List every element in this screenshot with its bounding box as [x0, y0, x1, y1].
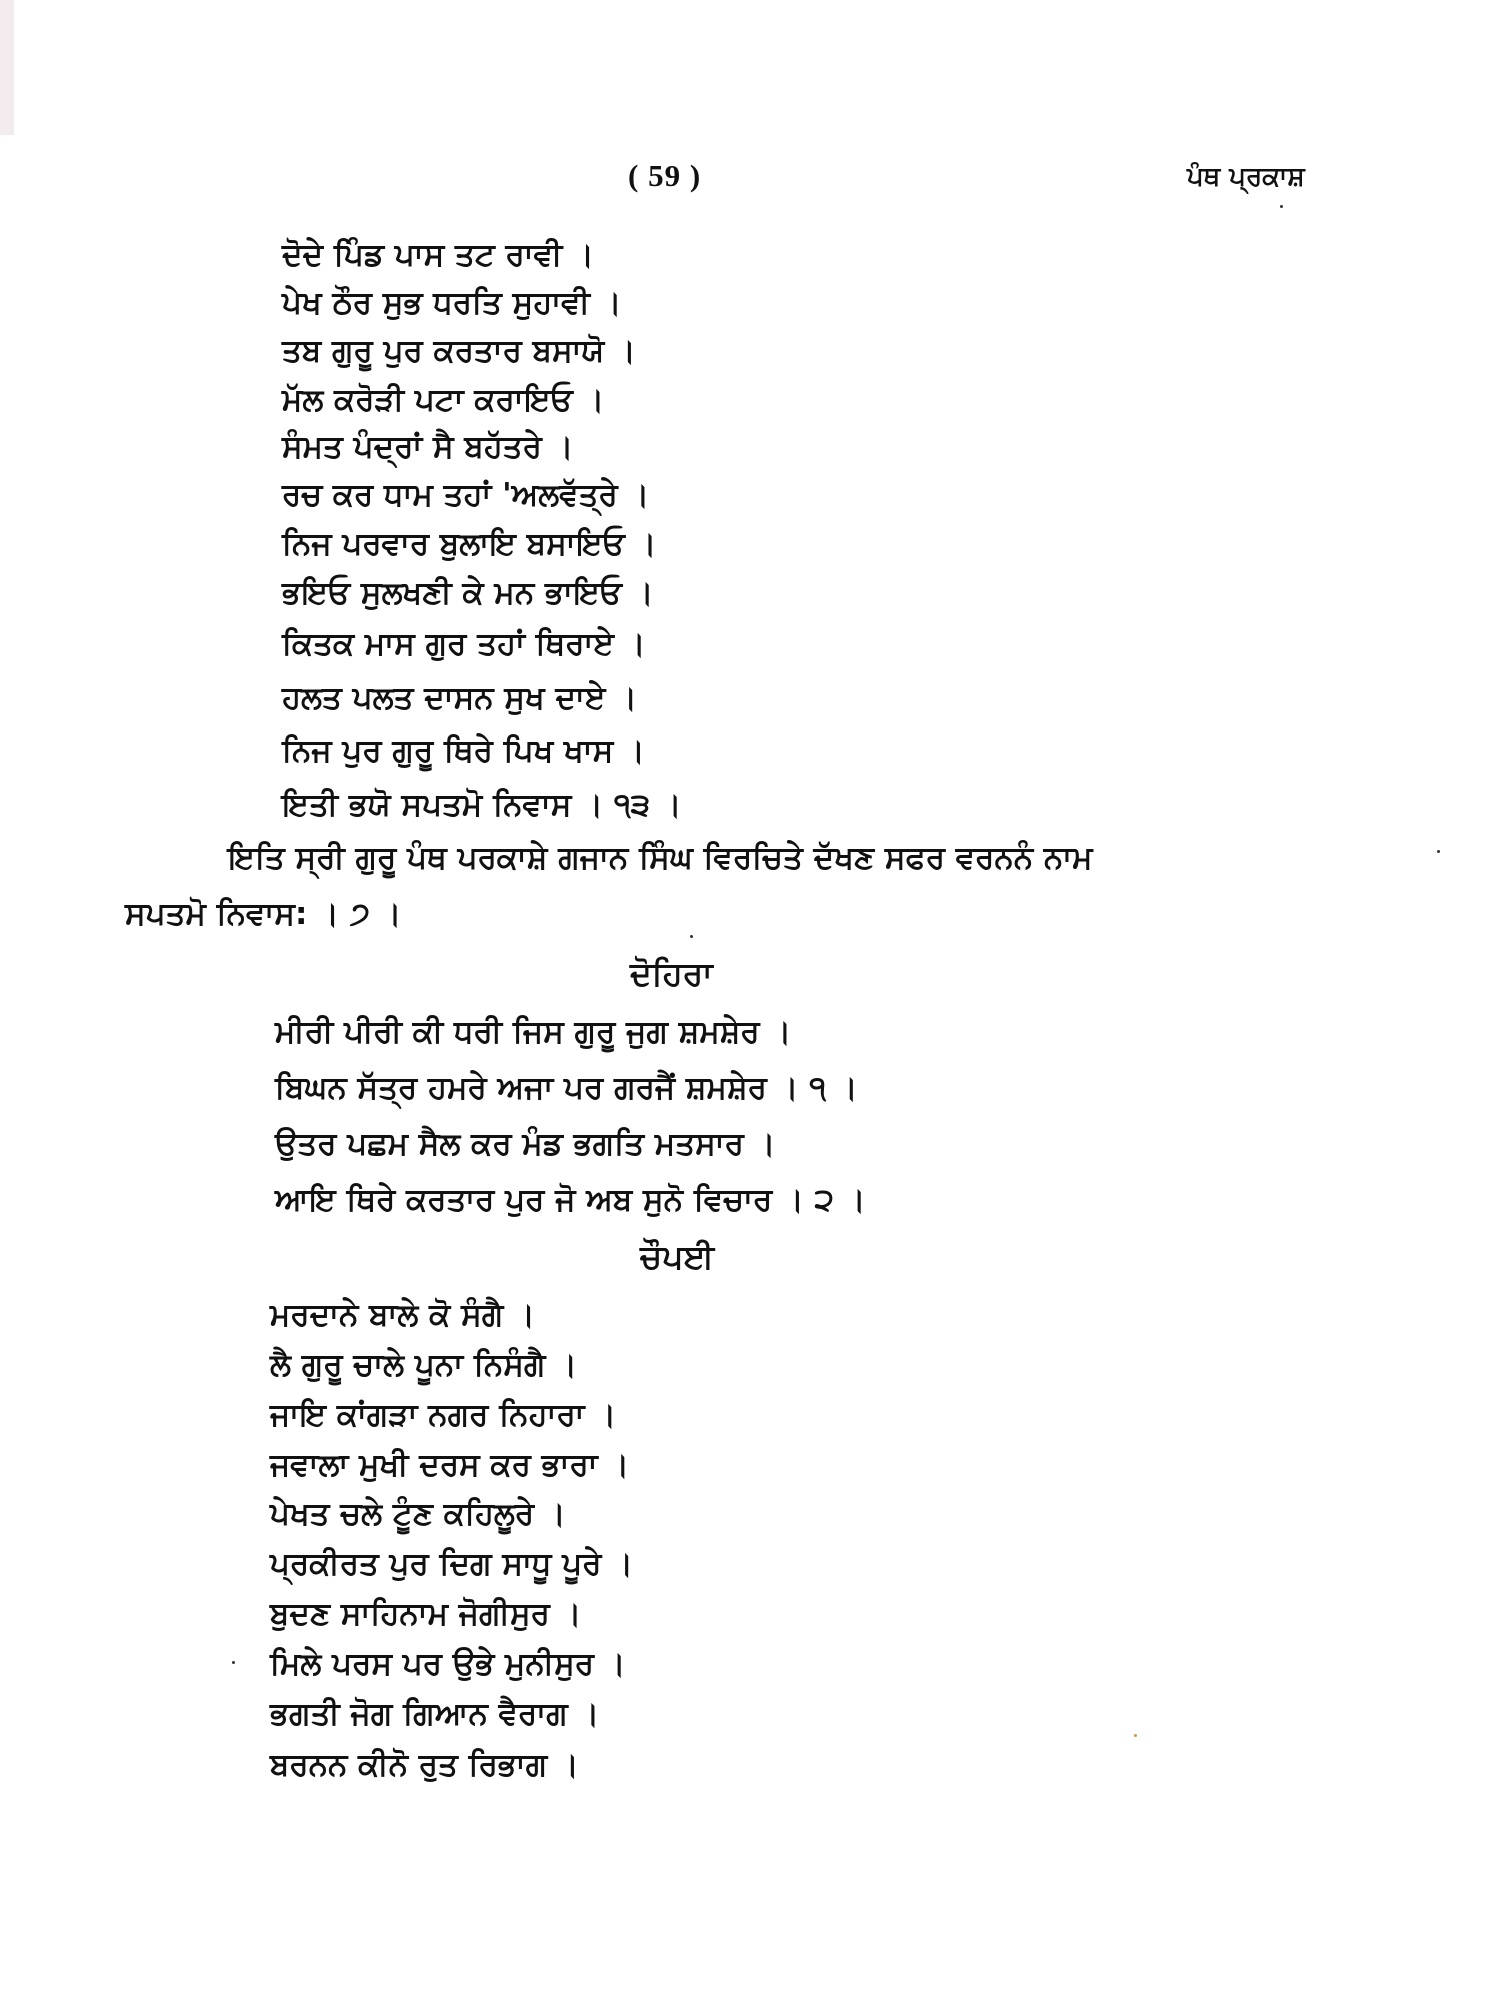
verse-line: ਭਇਓ ਸੁਲਖਣੀ ਕੇ ਮਨ ਭਾਇਓ । — [282, 575, 654, 611]
verse-line: ਕਿਤਕ ਮਾਸ ਗੁਰ ਤਹਾਂ ਥਿਰਾਏ । — [282, 626, 646, 662]
verse-line: ਪੇਖ ਠੌਰ ਸੁਭ ਧਰਤਿ ਸੁਹਾਵੀ । — [282, 285, 622, 321]
scan-speck — [1134, 1734, 1137, 1737]
section-heading-dohira: ਦੋਹਿਰਾ — [630, 954, 713, 993]
section-heading-chaupai: ਚੌਪਈ — [640, 1237, 715, 1276]
page-number: ( 59 ) — [628, 158, 702, 193]
verse-line: ਮਿਲੇ ਪਰਸ ਪਰ ਉਭੇ ਮੁਨੀਸੁਰ । — [270, 1646, 626, 1682]
verse-line: ਮੱਲ ਕਰੋੜੀ ਪਟਾ ਕਰਾਇਓ । — [282, 382, 605, 418]
running-title: ਪੰਥ ਪ੍ਰਕਾਸ਼ — [1187, 162, 1305, 192]
scan-speck — [1437, 850, 1440, 853]
verse-line: ਬਰਨਨ ਕੀਨੋ ਰੁਤ ਰਿਭਾਗ । — [270, 1747, 579, 1783]
scan-speck — [1280, 205, 1283, 208]
scan-speck — [232, 1661, 235, 1664]
verse-line: ਮੀਰੀ ਪੀਰੀ ਕੀ ਧਰੀ ਜਿਸ ਗੁਰੂ ਜੁਗ ਸ਼ਮਸ਼ੇਰ । — [275, 1014, 792, 1050]
verse-line: ਮਰਦਾਨੇ ਬਾਲੇ ਕੋ ਸੰਗੈ । — [270, 1297, 535, 1333]
verse-line: ਰਚ ਕਰ ਧਾਮ ਤਹਾਂ 'ਅਲਵੱਤ੍ਰੇ । — [282, 477, 650, 513]
verse-line: ਬੁਦਣ ਸਾਹਿਨਾਮ ਜੋਗੀਸੁਰ । — [270, 1596, 582, 1632]
verse-line: ਇਤੀ ਭਯੋ ਸਪਤਮੋ ਨਿਵਾਸ । ੧੩ । — [282, 787, 682, 823]
verse-line: ਆਇ ਥਿਰੇ ਕਰਤਾਰ ਪੁਰ ਜੋ ਅਬ ਸੁਨੋ ਵਿਚਾਰ । ੨ । — [275, 1182, 866, 1218]
scan-edge-shadow — [0, 0, 14, 135]
verse-line: ਜਾਇ ਕਾਂਗੜਾ ਨਗਰ ਨਿਹਾਰਾ । — [270, 1397, 617, 1433]
verse-line: ਸੰਮਤ ਪੰਦ੍ਰਾਂ ਸੈ ਬਹੱਤਰੇ । — [282, 429, 574, 465]
colophon-line-2: ਸਪਤਮੋ ਨਿਵਾਸ: । ੭ । — [125, 896, 402, 932]
verse-line: ਪੇਖਤ ਚਲੇ ਟੂੰਣ ਕਹਿਲੂਰੇ । — [270, 1496, 566, 1532]
verse-line: ਨਿਜ ਪਰਵਾਰ ਬੁਲਾਇ ਬਸਾਇਓ । — [282, 526, 657, 562]
verse-line: ਦੋਦੇ ਪਿੰਡ ਪਾਸ ਤਟ ਰਾਵੀ । — [282, 237, 595, 273]
verse-line: ਭਗਤੀ ਜੋਗ ਗਿਆਨ ਵੈਰਾਗ । — [270, 1696, 600, 1732]
verse-line: ਹਲਤ ਪਲਤ ਦਾਸਨ ਸੁਖ ਦਾਏ । — [282, 680, 638, 716]
verse-line: ਜਵਾਲਾ ਮੁਖੀ ਦਰਸ ਕਰ ਭਾਰਾ । — [270, 1447, 630, 1483]
verse-line: ਤਬ ਗੁਰੂ ਪੁਰ ਕਰਤਾਰ ਬਸਾਯੋ । — [282, 333, 636, 369]
colophon-line-1: ਇਤਿ ਸ੍ਰੀ ਗੁਰੂ ਪੰਥ ਪਰਕਾਸ਼ੇ ਗਜਾਨ ਸਿੰਘ ਵਿਰਚਿਤੇ ਦੱਖਣ ਸਫਰ ਵਰਨਨੰ ਨਾਮ — [228, 840, 1093, 876]
verse-line: ਨਿਜ ਪੁਰ ਗੁਰੂ ਥਿਰੇ ਪਿਖ ਖਾਸ । — [282, 733, 645, 769]
verse-line: ਉਤਰ ਪਛਮ ਸੈਲ ਕਰ ਮੰਡ ਭਗਤਿ ਮਤਸਾਰ । — [275, 1126, 776, 1162]
scan-speck — [690, 935, 693, 938]
verse-line: ਬਿਘਨ ਸੱਤ੍ਰ ਹਮਰੇ ਅਜਾ ਪਰ ਗਰਜੈਂ ਸ਼ਮਸ਼ੇਰ । ੧ । — [275, 1070, 858, 1106]
verse-line: ਪ੍ਰਕੀਰਤ ਪੁਰ ਦਿਗ ਸਾਧੂ ਪੂਰੇ । — [270, 1546, 634, 1582]
verse-line: ਲੈ ਗੁਰੂ ਚਾਲੇ ਪੂਨਾ ਨਿਸੰਗੈ । — [270, 1347, 578, 1383]
